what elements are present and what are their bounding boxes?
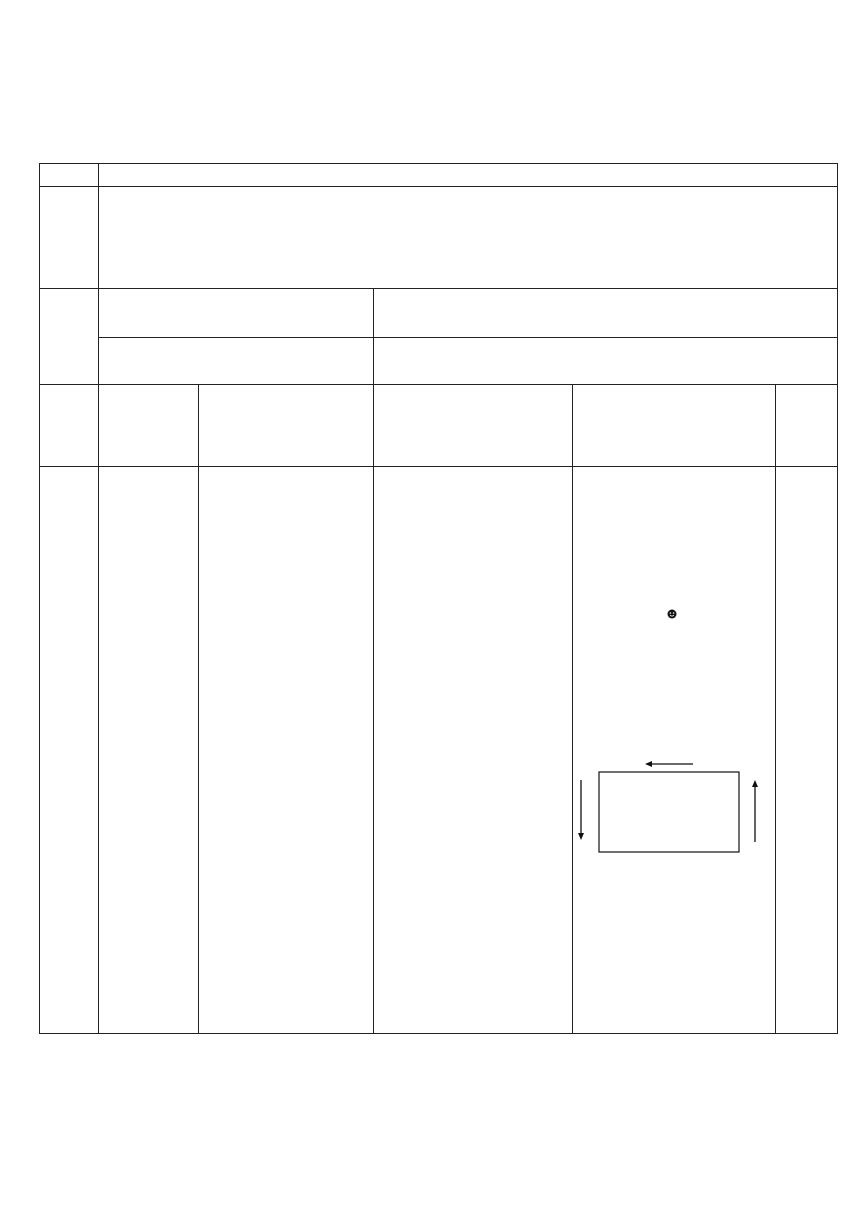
field-rectangle xyxy=(599,772,739,852)
arrow-up-icon xyxy=(752,780,758,842)
col-teacher-header xyxy=(199,385,374,467)
key-points-label xyxy=(99,289,374,338)
formation-diagram xyxy=(585,515,765,625)
teacher-content-cell xyxy=(199,467,374,1034)
topic-value xyxy=(99,164,838,187)
fix-text xyxy=(382,363,396,378)
blank-cell xyxy=(40,289,99,385)
key-points-content xyxy=(374,289,838,338)
errors-row xyxy=(40,338,838,385)
goals-content xyxy=(99,187,838,289)
teacher-smiley-icon xyxy=(668,610,677,619)
col-org-header xyxy=(573,385,776,467)
time-cell xyxy=(776,467,838,1034)
col-guide-header xyxy=(99,385,199,467)
arrow-down-icon xyxy=(578,780,584,840)
org-content-cell xyxy=(573,467,776,1034)
col-student-header xyxy=(374,385,573,467)
topic-label xyxy=(40,164,99,187)
snake-run-diagram xyxy=(575,760,771,870)
process-header-row xyxy=(40,385,838,467)
guide-content-cell xyxy=(99,467,199,1034)
process-label xyxy=(40,385,99,467)
key-points-row xyxy=(40,289,838,338)
col-time-header xyxy=(776,385,838,467)
goals-row xyxy=(40,187,838,289)
errors-content xyxy=(374,338,838,385)
topic-row xyxy=(40,164,838,187)
arrow-left-icon xyxy=(645,761,693,767)
errors-label xyxy=(99,338,374,385)
error-text xyxy=(382,343,396,358)
prep-section-row xyxy=(40,467,838,1034)
student-content-cell xyxy=(374,467,573,1034)
lesson-plan-table xyxy=(39,163,838,1034)
goals-label xyxy=(40,187,99,289)
prep-label xyxy=(40,467,99,1034)
